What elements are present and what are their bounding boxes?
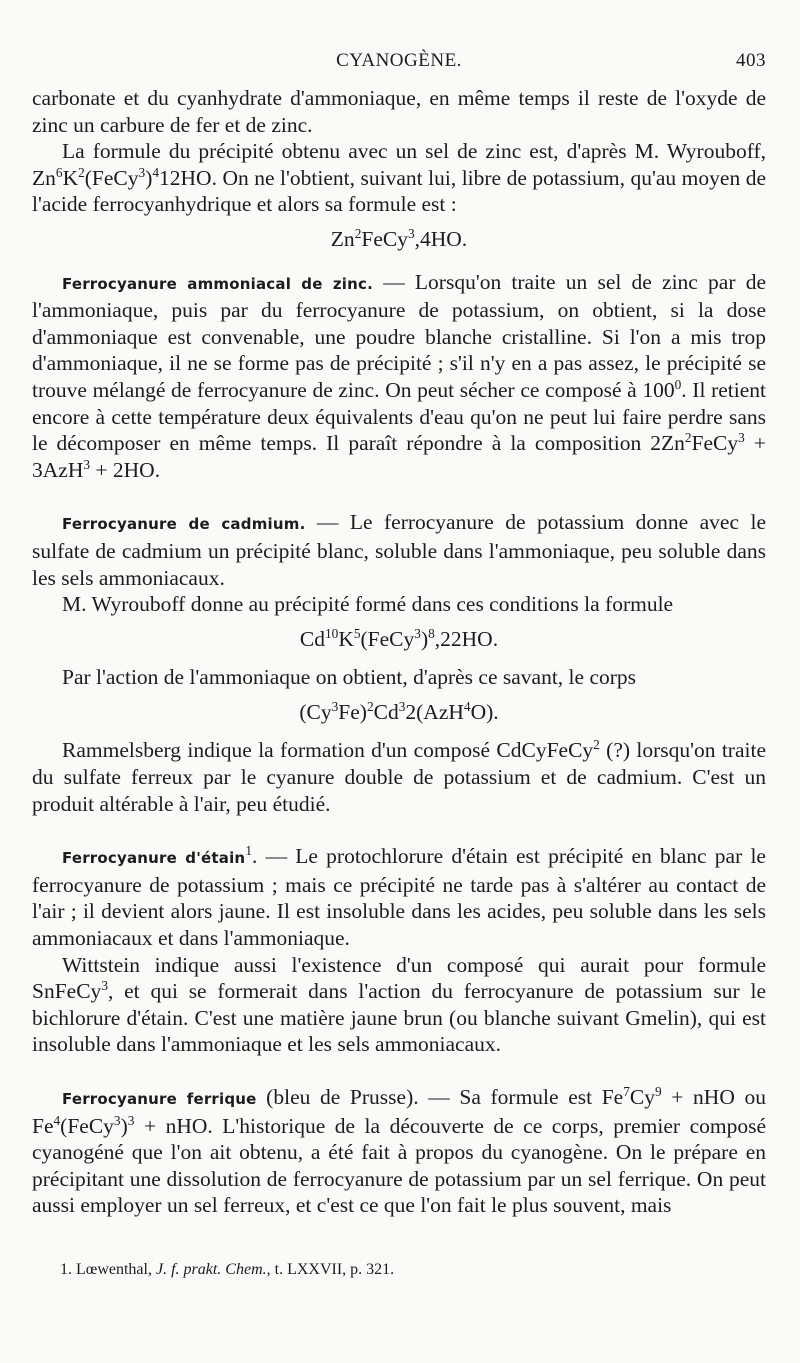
text: Rammelsberg indique la formation d'un composé CdCyFeCy [62,738,594,763]
text: ) [120,1113,128,1138]
superscript: 4 [463,698,471,714]
text: , et qui se formerait dans l'action du ferrocyanure de potassium sur le bichlorure d'étain. C'est une matière jaune brun (ou blanche suivant Gmelin), qui est insoluble dans l'ammoniaque et les sels ammoniacaux. [32,979,766,1057]
text: + 3AzH [32,431,766,482]
superscript: 9 [654,1083,662,1099]
paragraph-continuation: carbonate et du cyanhydrate d'ammoniaque, en même temps il reste de l'oxyde de zinc un carbure de fer et de zinc. [32,86,766,137]
text: (bleu de Prusse). — Sa formule est Fe [256,1085,624,1109]
text: . Il retient encore à cette température deux équivalents d'eau qu'on ne peut lui faire perdre sans le décomposer en même temps. Il paraît répondre à la composition 2Zn [32,377,766,456]
superscript: 2 [684,429,692,445]
text: K [338,626,354,651]
running-title: CYANOGÈNE. [336,50,462,71]
text: K [62,165,79,190]
superscript: 3 [113,1112,121,1128]
footnote [32,1260,766,1280]
superscript: 3 [83,456,91,472]
text: 2(AzH [405,699,464,724]
superscript: 2 [354,225,362,241]
text: . — Le protochlorure d'étain est précipité en blanc par le ferrocyanure de potassium ; mais ce précipité ne tarde pas à s'altérer au contact de l'air ; il devient alors jaune. Il est insoluble dans les acides, peu soluble dans les sels ammoniacaux et dans l'ammoniaque. [32,844,766,951]
footnote-reference: 1 [245,843,252,859]
text: Cd [373,699,399,724]
paragraph-zinc-formula [32,138,766,218]
text: + 2HO. [90,457,161,482]
superscript: 2 [366,698,374,714]
superscript: 6 [55,164,63,180]
text: ) [420,626,429,651]
paragraph-rammelsberg [32,737,766,817]
paragraph-wittstein [32,952,766,1058]
paragraph-cadmium-wyrouboff: M. Wyrouboff donne au précipité formé dans ces conditions la formule [62,592,674,617]
superscript: 3 [738,429,745,445]
text: La formule du précipité obtenu avec un sel de zinc est, d'après M. Wyrouboff, Zn [32,139,766,190]
running-head [32,50,766,76]
superscript: 10 [324,625,339,641]
text: ) [145,165,153,190]
text: (FeCy [84,165,139,190]
superscript: 3 [101,978,108,994]
superscript: 3 [331,698,339,714]
superscript: 3 [414,625,421,641]
footnote-citation: , t. LXXVII, p. 321. [266,1260,395,1278]
text: + nHO ou Fe [32,1085,766,1138]
text: 12HO. On ne l'obtient, suivant lui, libre de potassium, qu'au moyen de l'acide ferrocyanhydrique et alors sa formule est : [32,165,766,217]
text: ,22HO. [434,626,499,651]
text: (?) lorsqu'on traite du sulfate ferreux par le cyanure double de potassium et de cadmium. C'est un produit altérable à l'air, peu étudié. [32,738,766,816]
superscript: 4 [152,164,160,180]
text: (Cy [299,699,332,724]
body-text [32,85,766,1280]
paragraph-cadmium-ammoniaque: Par l'action de l'ammoniaque on obtient, d'après ce savant, le corps [62,665,637,690]
superscript: 3 [398,698,406,714]
superscript: 2 [78,164,85,180]
section-ferrocyanure-cadmium [32,509,766,591]
footnote-number: 1. [60,1260,72,1278]
superscript: 3 [127,1112,135,1128]
superscript: 4 [53,1112,61,1128]
text: Fe) [338,699,367,724]
section-ferrocyanure-ferrique [32,1084,766,1219]
formula-cadmium-ammoniaque [32,699,766,726]
text: (FeCy [360,626,415,651]
superscript: 5 [353,625,361,641]
superscript: 7 [623,1083,630,1099]
text: ,4HO. [414,226,468,251]
text: + nHO. L'historique de la découverte de ce corps, premier composé cyanogéné que l'on ait obtenu, a été fait à propos du cyanogène. On le prépare en précipitant une dissolution de ferrocyanure de potassium par un sel ferrique. On peut aussi employer un sel ferreux, et c'est ce que l'on fait le plus souvent, mais [32,1113,766,1218]
text: FeCy [691,431,739,456]
text: Zn [330,226,355,251]
text: O). [470,699,499,724]
formula-zinc [32,226,766,253]
text: Cy [629,1085,655,1109]
superscript: 3 [407,225,415,241]
text: (FeCy [60,1113,114,1138]
text: — Lorsqu'on traite un sel de zinc par de l'ammoniaque, puis par du ferrocyanure de potassium, on obtient, si la dose d'ammoniaque est convenable, une poudre blanche cristalline. Si l'on a mis trop d'ammoniaque, il ne se forme pas de précipité ; s'il n'y en a pas assez, le précipité se trouve mélangé de ferrocyanure de zinc. On peut sécher ce composé à 100 [32,269,766,402]
degree-sign: 0 [674,376,682,392]
section-heading: Ferrocyanure d'étain [62,849,246,868]
footnote-author: Lœwenthal, [72,1260,156,1278]
section-ferrocyanure-ammoniacal [32,269,766,484]
section-ferrocyanure-etain [32,843,766,951]
page-number: 403 [736,50,766,71]
text: Cd [299,626,325,651]
section-heading: Ferrocyanure de cadmium. [62,515,306,534]
text: — Le ferrocyanure de potassium donne avec le sulfate de cadmium un précipité blanc, soluble dans l'ammoniaque, peu soluble dans les sels ammoniacaux. [32,510,766,590]
superscript: 2 [593,737,600,753]
section-heading: Ferrocyanure ammoniacal de zinc. [62,274,374,293]
text: FeCy [361,226,408,251]
superscript: 8 [428,625,435,641]
superscript: 3 [138,164,146,180]
formula-cadmium [32,626,766,653]
footnote-journal: J. f. prakt. Chem. [155,1260,267,1278]
section-heading: Ferrocyanure ferrique [62,1090,257,1108]
text: Wittstein indique aussi l'existence d'un composé qui aurait pour formule SnFeCy [32,952,766,1004]
